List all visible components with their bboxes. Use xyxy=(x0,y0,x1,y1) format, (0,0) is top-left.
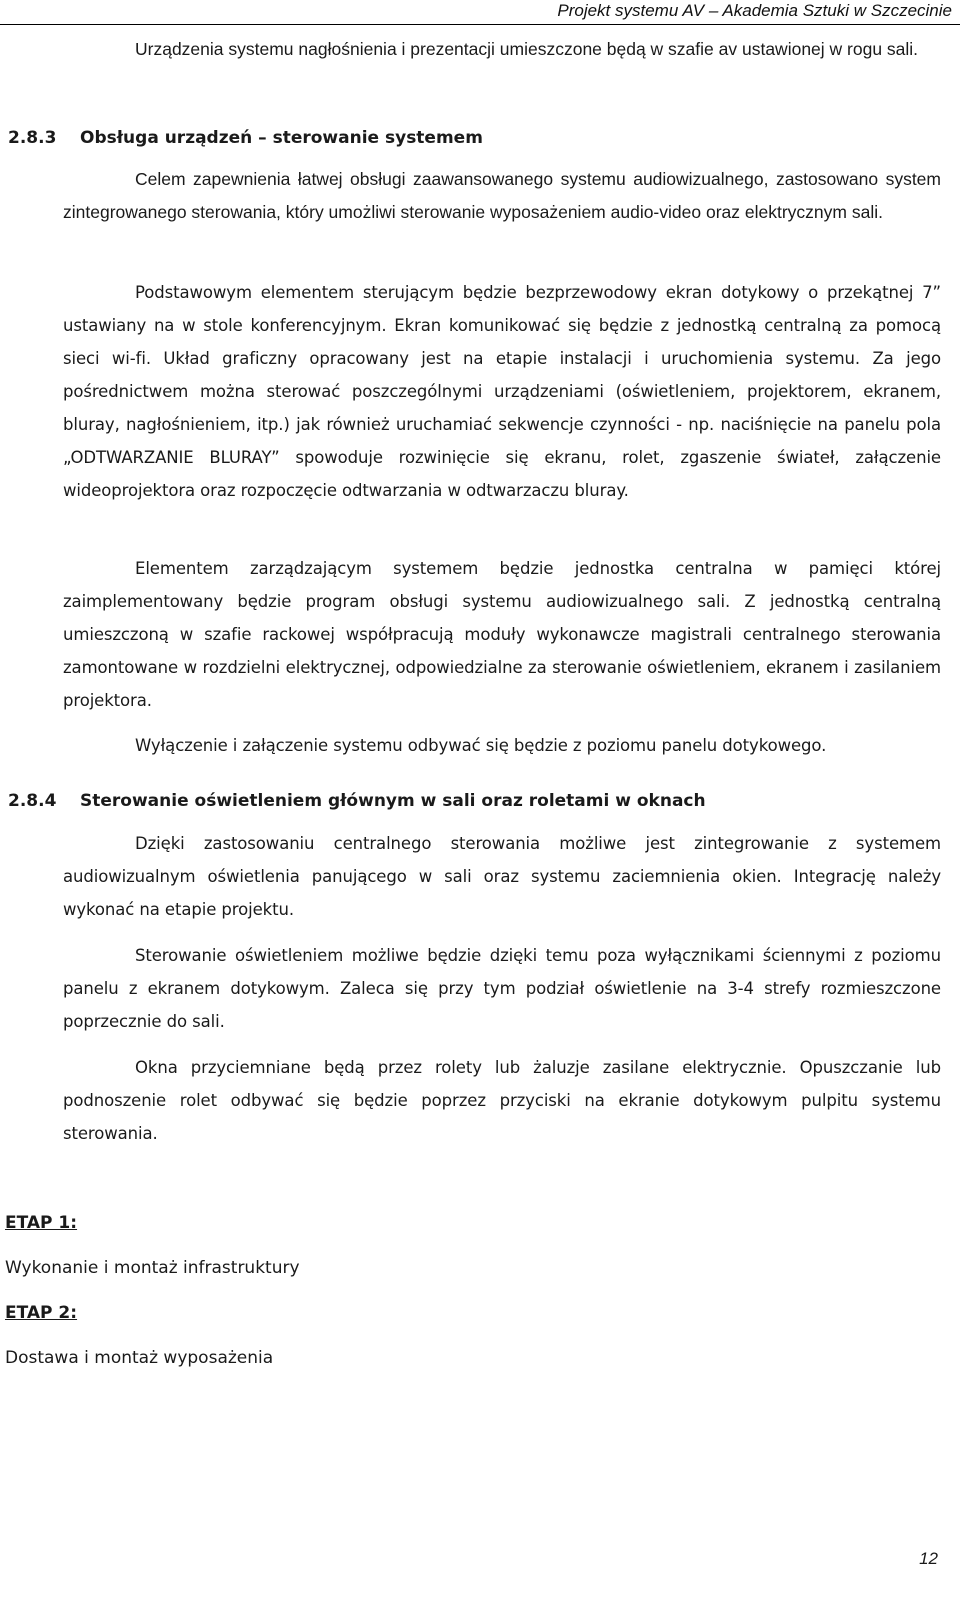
page-header xyxy=(0,0,960,25)
paragraph: Dzięki zastosowaniu centralnego sterowania możliwe jest zintegrowanie z systemem audiowizualnym oświetlenia panującego w sali oraz systemu zaciemnienia okien. Integrację należy wykonać na etapie projektu. xyxy=(63,834,941,919)
section-heading-283 xyxy=(8,128,483,148)
section-number: 2.8.4 xyxy=(8,791,57,811)
paragraph: Sterowanie oświetleniem możliwe będzie dzięki temu poza wyłącznikami ściennymi z poziomu panelu z ekranem dotykowym. Zaleca się przy tym podział oświetlenie na 3-4 strefy rozmieszczone poprzecznie do sali. xyxy=(63,946,941,1031)
section-title: Sterowanie oświetleniem głównym w sali oraz roletami w oknach xyxy=(80,791,706,811)
paragraph: Podstawowym elementem sterującym będzie bezprzewodowy ekran dotykowy o przekątnej 7” ustawiany na w stole konferencyjnym. Ekran komunikować się będzie z jednostką centralną za pomocą sieci wi-fi. Układ graficzny opracowany jest na etapie instalacji i uruchomienia systemu. Za jego pośrednictwem można sterować poszczególnymi urządzeniami (oświetleniem, projektorem, ekranem, bluray, nagłośnieniem, itp.) jak również uruchamiać sekwencje czynności - np. naciśnięcie na panelu pola „ODTWARZANIE BLURAY” spowoduje rozwinięcie się ekranu, rolet, zgaszenie świateł, załączenie wideoprojektora oraz rozpoczęcie odtwarzania w odtwarzaczu bluray. xyxy=(63,283,941,500)
header-title: Projekt systemu AV – Akademia Sztuki w Szczecinie xyxy=(557,1,952,20)
paragraph: Okna przyciemniane będą przez rolety lub żaluzje zasilane elektrycznie. Opuszczanie lub podnoszenie rolet odbywać się będzie poprzez przyciski na ekranie dotykowym pulpitu systemu sterowania. xyxy=(63,1058,941,1143)
etap-text: Dostawa i montaż wyposażenia xyxy=(5,1348,274,1368)
intro-paragraph: Urządzenia systemu nagłośnienia i prezentacji umieszczone będą w szafie av ustawionej w rogu sali. xyxy=(135,39,919,59)
section-title: Obsługa urządzeń – sterowanie systemem xyxy=(80,128,483,148)
paragraph: Wyłączenie i załączenie systemu odbywać się będzie z poziomu panelu dotykowego. xyxy=(135,736,827,755)
paragraph: Celem zapewnienia łatwej obsługi zaawansowanego systemu audiowizualnego, zastosowano system zintegrowanego sterowania, który umożliwi sterowanie wyposażeniem audio-video oraz elektrycznym sali. xyxy=(63,169,941,222)
section-heading-284 xyxy=(8,791,706,811)
etap-title: ETAP 1: xyxy=(5,1213,78,1233)
section-number: 2.8.3 xyxy=(8,128,57,148)
paragraph: Elementem zarządzającym systemem będzie jednostka centralna w pamięci której zaimplementowany będzie program obsługi systemu audiowizualnego sali. Z jednostką centralną umieszczoną w szafie rackowej współpracują moduły wykonawcze magistrali centralnego sterowania zamontowane w rozdzielni elektrycznej, odpowiedzialne za sterowanie oświetleniem, ekranem i zasilaniem projektora. xyxy=(63,559,941,710)
page-number: 12 xyxy=(919,1549,938,1568)
etap-text: Wykonanie i montaż infrastruktury xyxy=(5,1258,300,1278)
etap-title: ETAP 2: xyxy=(5,1303,78,1323)
